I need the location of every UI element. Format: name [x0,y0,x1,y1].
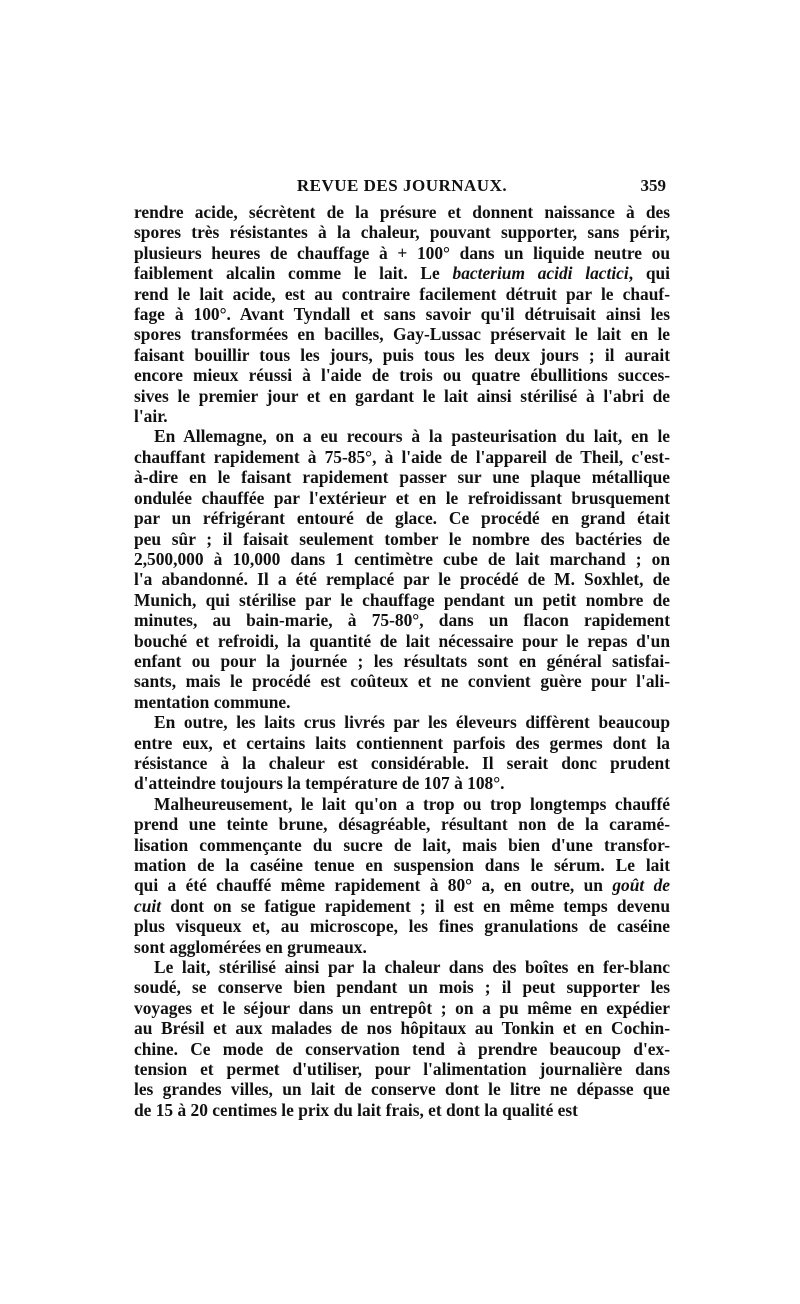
text-line: spores très résistantes à la chaleur, pouvant supporter, sans périr, [134,222,670,243]
text-line: mation de la caséine tenue en suspension dans le sérum. Le lait [134,855,670,875]
text-line: spores transformées en bacilles, Gay-Lussac préservait le lait en le [134,324,670,345]
text-line: Munich, qui stérilise par le chauffage pendant un petit nombre de [134,589,670,610]
text-line: mentation commune. [134,691,291,712]
text-line: résistance à la chaleur est considérable. Il serait donc prudent [134,752,670,773]
text-line: entre eux, et certains laits contiennent parfois des germes dont la [134,732,670,753]
body-text [134,202,670,1120]
paragraph [134,794,670,957]
text-line: En outre, les laits crus livrés par les éleveurs diffèrent beaucoup [154,712,670,733]
text-line: l'a abandonné. Il a été remplacé par le procédé de M. Soxhlet, de [134,569,670,590]
text-line: au Brésil et aux malades de nos hôpitaux au Tonkin et en Cochin- [134,1018,670,1039]
text-line: lisation commençante du sucre de lait, mais bien d'une transfor- [134,834,670,855]
text-line: bouché et refroidi, la quantité de lait nécessaire pour le repas d'un [134,630,670,651]
page-header [134,176,670,200]
text-line: chine. Ce mode de conservation tend à prendre beaucoup d'ex- [134,1038,670,1059]
text-line: Malheureusement, le lait qu'on a trop ou trop longtemps chauffé [154,793,670,814]
text-line: 2,500,000 à 10,000 dans 1 centimètre cube de lait marchand ; on [134,548,670,569]
text-line: faisant bouillir tous les jours, puis tous les deux jours ; il aurait [134,344,670,365]
text-line: qui a été chauffé même rapidement à 80° a, en outre, un goût de [134,875,670,896]
running-title: REVUE DES JOURNAUX. [296,176,508,195]
text-line: tension et permet d'utiliser, pour l'alimentation journalière dans [134,1059,670,1080]
page-number: 359 [640,176,666,195]
text-line: enfant ou pour la journée ; les résultats sont en général satisfai- [134,650,670,671]
text-line: à-dire en le faisant rapidement passer sur une plaque métallique [134,467,670,488]
text-line: par un réfrigérant entouré de glace. Ce procédé en grand était [134,508,670,529]
text-line: chauffant rapidement à 75-85°, à l'aide de l'appareil de Theil, c'est- [134,446,670,467]
text-line: sont agglomérées en grumeaux. [134,936,367,957]
paragraph [134,426,670,712]
text-line: En Allemagne, on a eu recours à la pasteurisation du lait, en le [154,426,670,447]
text-line: sants, mais le procédé est coûteux et ne convient guère pour l'ali- [134,671,670,692]
text-line: de 15 à 20 centimes le prix du lait frais, et dont la qualité est [134,1099,578,1120]
text-line: plusieurs heures de chauffage à + 100° dans un liquide neutre ou [134,242,670,263]
text-line: sives le premier jour et en gardant le lait ainsi stérilisé à l'abri de [134,385,670,406]
text-line: peu sûr ; il faisait seulement tomber le nombre des bactéries de [134,528,670,549]
text-line: l'air. [134,406,168,427]
text-line: prend une teinte brune, désagréable, résultant non de la caramé- [134,814,670,835]
paragraph [134,202,670,426]
paragraph [134,957,670,1120]
text-line: minutes, au bain-marie, à 75-80°, dans un flacon rapidement [134,610,670,631]
text-line: soudé, se conserve bien pendant un mois ; il peut supporter les [134,977,670,998]
text-line: plus visqueux et, au microscope, les fines granulations de caséine [134,916,670,937]
text-line: cuit dont on se fatigue rapidement ; il est en même temps devenu [134,895,670,916]
text-line: les grandes villes, un lait de conserve dont le litre ne dépasse que [134,1079,670,1100]
text-line: rendre acide, sécrètent de la présure et donnent naissance à des [134,202,670,222]
text-line: rend le lait acide, est au contraire facilement détruit par le chauf- [134,283,670,304]
text-line: faiblement alcalin comme le lait. Le bacterium acidi lactici, qui [134,263,670,284]
text-line: Le lait, stérilisé ainsi par la chaleur dans des boîtes en fer-blanc [154,957,670,978]
text-line: encore mieux réussi à l'aide de trois ou quatre ébullitions succes- [134,365,670,386]
text-line: fage à 100°. Avant Tyndall et sans savoir qu'il détruisait ainsi les [134,304,670,325]
paragraph [134,712,670,794]
text-line: ondulée chauffée par l'extérieur et en le refroidissant brusquement [134,487,670,508]
text-line: voyages et le séjour dans un entrepôt ; on a pu même en expédier [134,997,670,1018]
text-line: d'atteindre toujours la température de 107 à 108°. [134,773,505,794]
